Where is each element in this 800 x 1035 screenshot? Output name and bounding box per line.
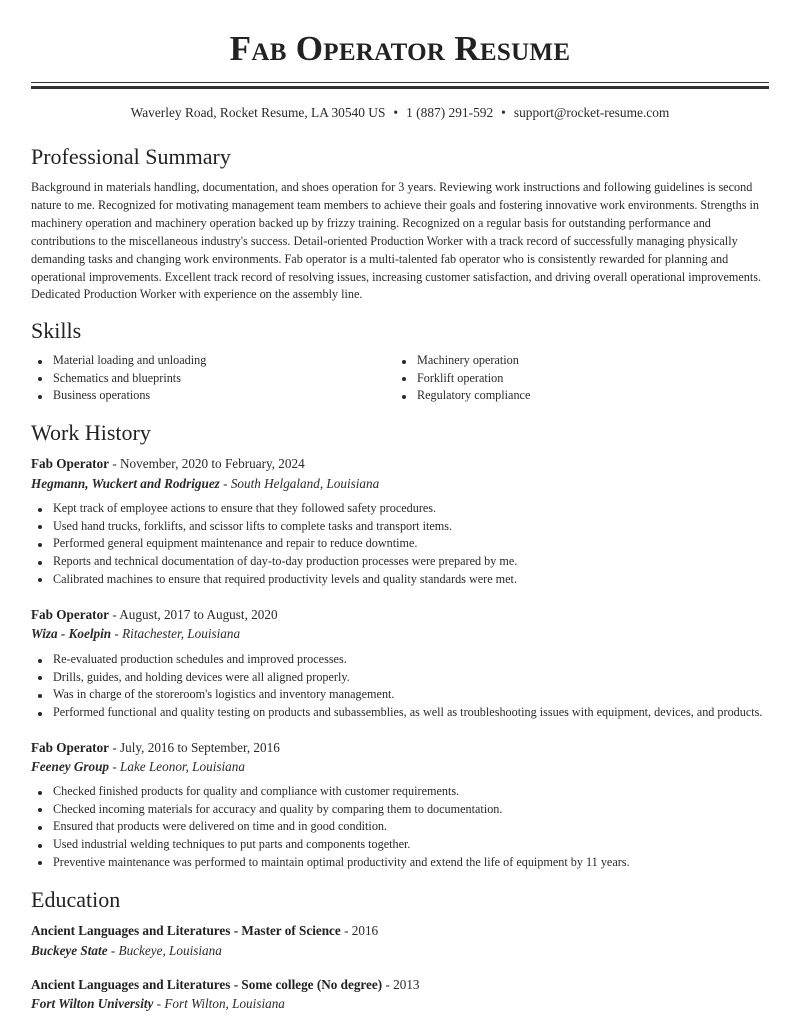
degree-year: - 2013 (382, 977, 420, 992)
job-duty: Drills, guides, and holding devices were all aligned properly. (31, 669, 769, 687)
job-duty: Calibrated machines to ensure that required productivity levels and quality standards were met. (31, 571, 769, 589)
contact-phone: 1 (887) 291-592 (406, 105, 494, 120)
title-divider-thick (31, 86, 769, 89)
job-dates: - November, 2020 to February, 2024 (109, 456, 305, 471)
job-duty: Used hand trucks, forklifts, and scissor lifts to complete tasks and transport items. (31, 518, 769, 536)
job-title: Fab Operator (31, 456, 110, 471)
job-duties-list (31, 500, 769, 589)
job-title: Fab Operator (31, 607, 110, 622)
education-heading: Education (31, 887, 121, 912)
job-location: - South Helgaland, Louisiana (219, 476, 380, 491)
job-title-line (31, 606, 278, 624)
contact-email: support@rocket-resume.com (513, 105, 670, 120)
skill-item: Business operations (31, 387, 206, 405)
job-duty: Kept track of employee actions to ensure that they followed safety procedures. (31, 500, 769, 518)
school-name: Fort Wilton University (31, 996, 154, 1011)
skills-list-left (31, 352, 206, 405)
resume-title: Fab Operator Resume (229, 29, 571, 68)
job-duty: Ensured that products were delivered on time and in good condition. (31, 818, 769, 836)
job-employer-line (31, 475, 379, 493)
job-title: Fab Operator (31, 740, 110, 755)
summary-heading: Professional Summary (31, 144, 231, 169)
job-title-line (31, 739, 280, 757)
job-duty: Re-evaluated production schedules and improved processes. (31, 651, 769, 669)
job-employer-line (31, 625, 240, 643)
job-duty: Checked incoming materials for accuracy and quality by comparing them to documentation. (31, 801, 769, 819)
job-duty: Was in charge of the storeroom's logistics and inventory management. (31, 686, 769, 704)
job-duties-list (31, 651, 769, 722)
contact-address: Waverley Road, Rocket Resume, LA 30540 US (130, 105, 386, 120)
job-employer-line (31, 758, 245, 776)
job-duty: Preventive maintenance was performed to maintain optimal productivity and extend the life of equipment by 11 years. (31, 854, 769, 872)
job-duties-list (31, 783, 769, 872)
skill-item: Machinery operation (395, 352, 530, 370)
job-dates: - August, 2017 to August, 2020 (109, 607, 278, 622)
skills-list-right (395, 352, 530, 405)
skill-item: Regulatory compliance (395, 387, 530, 405)
contact-separator: • (501, 105, 506, 120)
school-line (31, 942, 222, 960)
contact-line (31, 104, 769, 122)
degree-year: - 2016 (340, 923, 379, 938)
school-name: Buckeye State (31, 943, 108, 958)
job-duty: Used industrial welding techniques to put parts and components together. (31, 836, 769, 854)
skills-heading: Skills (31, 318, 82, 343)
job-employer: Wiza - Koelpin (31, 626, 112, 641)
degree-name: Ancient Languages and Literatures - Some college (No degree) (31, 977, 383, 992)
degree-line (31, 976, 420, 994)
school-line (31, 995, 285, 1013)
work-history-heading: Work History (31, 420, 151, 445)
school-location: - Buckeye, Louisiana (107, 943, 222, 958)
degree-name: Ancient Languages and Literatures - Master of Science (31, 923, 341, 938)
skill-item: Forklift operation (395, 370, 530, 388)
summary-text: Background in materials handling, documentation, and shoes operation for 3 years. Reviewing work instructions and following guidelines is second nature to me. Recognized for motivating management team members to achieve their goals and fostering innovative work environments. Strengths in machinery operation and machinery operation backed up by frizzy training. Recognized on a regular basis for outstanding performance and contributions to the miscellaneous industry's success. Detail-oriented Production Worker with a track record of successfully managing physically demanding tasks and changing work environments. Fab operator is a multi-talented fab operator who is consistently rewarded for planning and operational improvements. Excellent track record of resolving issues, increasing customer satisfaction, and driving overall operational improvements. Dedicated Production Worker with experience on the assembly line. (31, 180, 762, 302)
school-location: - Fort Wilton, Louisiana (153, 996, 285, 1011)
skill-item: Schematics and blueprints (31, 370, 206, 388)
job-employer: Hegmann, Wuckert and Rodriguez (31, 476, 220, 491)
job-title-line (31, 455, 305, 473)
job-dates: - July, 2016 to September, 2016 (109, 740, 280, 755)
degree-line (31, 922, 378, 940)
job-employer: Feeney Group (31, 759, 110, 774)
job-duty: Performed functional and quality testing on products and subassemblies, as well as troubleshooting issues with equipment, devices, and products. (31, 704, 769, 722)
job-location: - Lake Leonor, Louisiana (109, 759, 245, 774)
title-divider-thin (31, 82, 769, 83)
skill-item: Material loading and unloading (31, 352, 206, 370)
job-duty: Checked finished products for quality and compliance with customer requirements. (31, 783, 769, 801)
job-location: - Ritachester, Louisiana (111, 626, 241, 641)
contact-separator: • (393, 105, 399, 120)
job-duty: Performed general equipment maintenance and repair to reduce downtime. (31, 535, 769, 553)
job-duty: Reports and technical documentation of day-to-day production processes were prepared by me. (31, 553, 769, 571)
